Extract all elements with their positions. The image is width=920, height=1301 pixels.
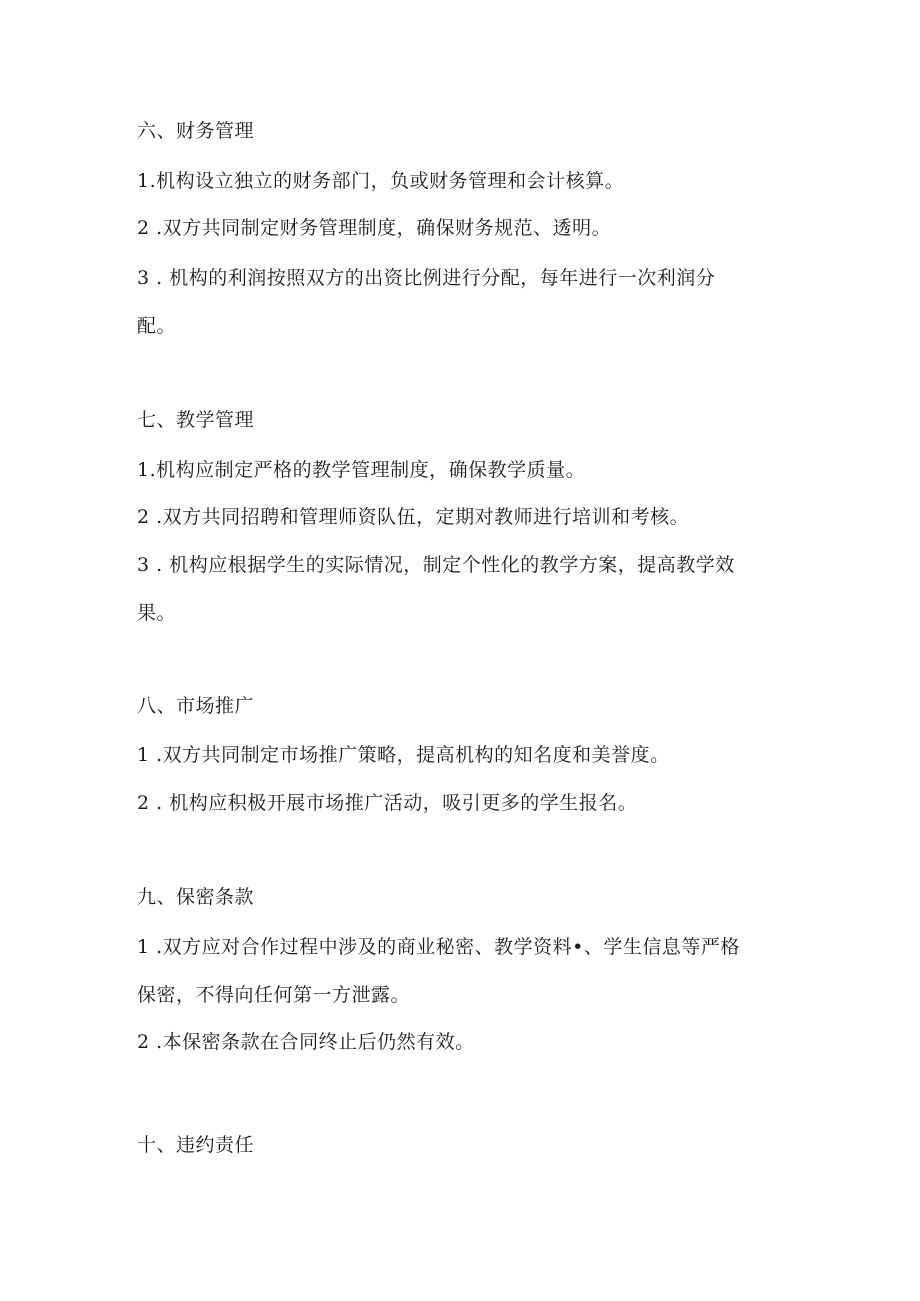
- paragraph-line: 1 .双方共同制定市场推广策略，提高机构的知名度和美誉度。: [137, 744, 670, 766]
- paragraph-line: 1.机构设立独立的财务部门，负或财务管理和会计核算。: [137, 170, 625, 192]
- section-heading-marketing: 八、市场推广: [137, 695, 255, 717]
- section-heading-liability: 十、违约责任: [137, 1134, 255, 1156]
- paragraph-line: 3 . 机构应根据学生的实际情况，制定个性化的教学方案，提高教学效: [137, 554, 735, 576]
- paragraph-line: 3 . 机构的利润按照双方的出资比例进行分配，每年进行一次利润分: [137, 267, 716, 289]
- paragraph-line: 2 .本保密条款在合同终止后仍然有效。: [137, 1031, 475, 1053]
- paragraph-line: 1 .双方应对合作过程中涉及的商业秘密、教学资料•、学生信息等严格: [137, 936, 740, 958]
- paragraph-line: 果。: [137, 602, 177, 624]
- section-heading-teaching: 七、教学管理: [137, 409, 255, 431]
- paragraph-line: 2 .双方共同招聘和管理师资队伍，定期对教师进行培训和考核。: [137, 506, 690, 528]
- paragraph-line: 1.机构应制定严格的教学管理制度，确保教学质量。: [137, 459, 586, 481]
- section-heading-confidentiality: 九、保密条款: [137, 886, 255, 908]
- section-heading-finance: 六、财务管理: [137, 120, 255, 142]
- paragraph-line: 2 .双方共同制定财务管理制度，确保财务规范、透明。: [137, 217, 612, 239]
- paragraph-line: 配。: [137, 315, 177, 337]
- paragraph-line: 保密，不得向任何第一方泄露。: [137, 984, 411, 1006]
- paragraph-line: 2 . 机构应积极开展市场推广活动，吸引更多的学生报名。: [137, 792, 638, 814]
